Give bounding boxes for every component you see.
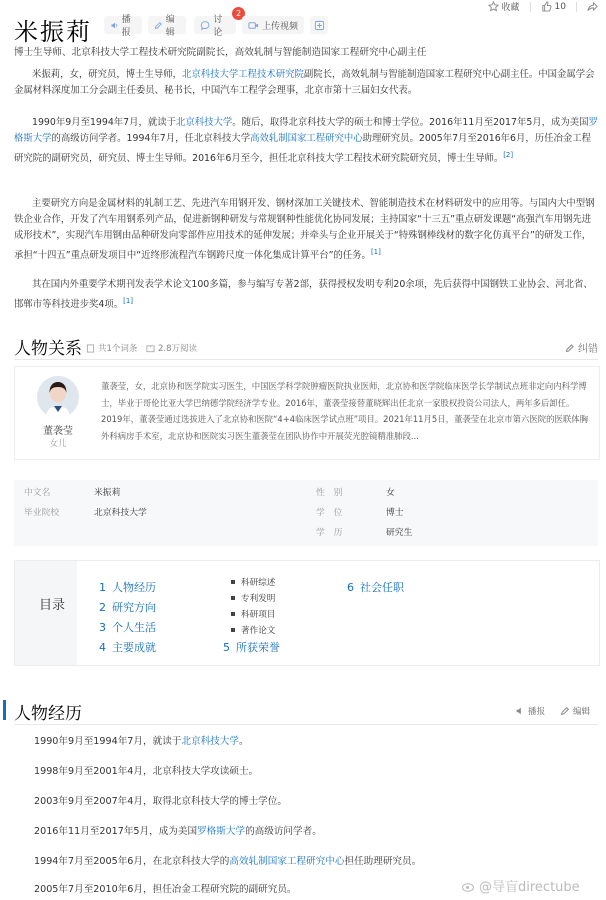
toc-item-career[interactable]: 1 人物经历 [99,581,156,594]
divider [14,359,598,360]
toc-subitem[interactable]: 专利发明 [231,592,275,604]
summary-paragraph-2: 1990年9月至1994年7月，就读于北京科技大学。随后，取得北京科技大学的硕士和博士学位。2016年11月至2017年5月，成为美国罗格斯大学的高级访问学者。1994年7月，任北京科技大学高效轧制国家工程研究中心助理研究员。2005年7月至2016年6月，历任冶金工程研究院的副研究员，研究员、博士生导师。2016年6月至今，担任北京科技大学工程技术研究院研究员，博士生导师。[2] [14,117,598,165]
link-rutgers[interactable]: 罗格斯大学 [14,117,598,144]
collect-button[interactable]: 收藏 [488,0,520,13]
relations-title: 人物关系 [14,339,82,359]
weibo-logo-icon [462,880,476,892]
reference-marker[interactable]: [1] [123,297,134,305]
person-photo [37,376,79,418]
page-title: 米振莉 [14,18,92,46]
info-value-degree: 博士 [386,508,404,518]
career-item: 2016年11月至2017年5月，成为美国罗格斯大学的高级访问学者。 [34,826,322,837]
career-item: 2003年9月至2007年4月，取得北京科技大学的博士学位。 [34,796,287,807]
broadcast-button[interactable]: 播报 [104,16,142,34]
link-ustb[interactable]: 北京科技大学 [181,736,239,747]
toc-item-personal-life[interactable]: 3 个人生活 [99,621,156,634]
link-rolling-center[interactable]: 高效轧制国家工程研究中心 [250,133,363,144]
section-marker [3,700,6,720]
toc-item-honors[interactable]: 5 所获荣誉 [223,641,280,654]
career-broadcast-button[interactable]: 播报 [515,705,545,717]
discuss-count-badge: 2 [232,7,245,20]
report-error-button[interactable]: 纠错 [565,340,598,355]
toc-subitem[interactable]: 科研综述 [231,576,275,588]
toc-item-research[interactable]: 2 研究方向 [99,601,156,614]
relations-reads: 2.8万阅读 [146,342,197,354]
career-item: 1994年7月至2005年6月，在北京科技大学的高效轧制国家工程研究中心担任助理研究员。 [34,856,422,867]
speaker-icon [110,20,119,31]
basic-info [14,480,598,546]
info-label: 性 别 [316,488,343,498]
relation-person-name[interactable]: 董袭莹 [43,426,73,437]
chat-bubble-icon [200,20,210,31]
bullet-icon [231,628,235,632]
career-item: 1990年9月至1994年7月，就读于北京科技大学。 [34,736,249,747]
add-button[interactable] [310,16,328,34]
subtitle: 博士生导师、北京科技大学工程技术研究院副院长，高效轧制与智能制造国家工程研究中心副主任 [14,47,427,58]
like-button[interactable]: 10 [541,1,566,12]
summary-paragraph-4: 其在国内外重要学术期刊发表学术论文100多篇，参与编写专著2部，获得授权发明专利20余项，先后获得中国钢铁工业协会、河北省、邯郸市等科技进步奖4项。[1] [14,279,593,311]
pencil-icon [560,706,570,716]
toc-subitem[interactable]: 著作论文 [231,624,275,636]
divider [14,724,598,725]
career-title: 人物经历 [14,704,82,724]
reference-marker[interactable]: [1] [370,248,381,256]
discuss-button[interactable]: 讨论 [194,16,236,34]
toc-label: 目录 [39,598,66,613]
link-rolling-center[interactable]: 高效轧制国家工程研究中心 [229,856,345,867]
bullet-icon [231,580,235,584]
career-item: 1998年9月至2001年4月，北京科技大学攻读硕士。 [34,766,259,777]
toc-item-social-roles[interactable]: 6 社会任职 [347,581,404,594]
star-icon [488,1,499,12]
link-ustb-engineering-institute[interactable]: 北京科技大学工程技术研究院 [182,69,304,80]
link-rutgers[interactable]: 罗格斯大学 [197,826,246,837]
info-label: 学 历 [316,528,343,538]
career-item: 2005年7月至2010年6月，担任冶金工程研究院的副研究员。 [34,884,297,895]
toc-subitem[interactable]: 科研项目 [231,608,275,620]
summary-paragraph-1: 米振莉，女，研究员，博士生导师，北京科技大学工程技术研究院副院长，高效轧制与智能制造国家工程研究中心副主任。中国金属学会金属材料深度加工分会副主任委员、秘书长，中国汽车工程学会理事，北京市第十三届妇女代表。 [14,69,595,96]
relation-card[interactable] [14,366,600,460]
relation-role: 女儿 [49,439,67,449]
info-value-gender: 女 [386,488,395,498]
book-icon [146,344,155,353]
pencil-icon [154,20,163,31]
share-icon[interactable] [587,1,598,12]
bullet-icon [231,596,235,600]
summary-paragraph-3: 主要研究方向是金属材料的轧制工艺、先进汽车用钢开发、钢材深加工关键技术、智能制造技术在材料研发中的应用等。与国内大中型钢铁企业合作，开发了汽车用钢系列产品，促进新钢种研发与常规钢种性能优化协同发展；主持国家“十三五”重点研发课题“高强汽车用钢先进成形技术”，实现汽车用钢由品种研发向零部件应用技术的延伸发展；并牵头与企业开展关于“特殊钢棒线材的数字化仿真平台”的研发工作，承担“十四五”重点研发项目中“近终形流程汽车钢跨尺度一体化集成计算平台”的任务。[1] [14,198,595,262]
edit-button[interactable]: 编辑 [148,16,186,34]
bullet-icon [231,612,235,616]
edit-pen-icon [565,343,575,353]
info-label: 中文名 [24,488,51,498]
toc-item-achievements[interactable]: 4 主要成就 [99,641,156,654]
table-of-contents [14,560,600,666]
avatar[interactable] [37,376,79,418]
watermark: @导盲directube [462,876,580,895]
info-label: 毕业院校 [24,508,60,518]
info-label: 学 位 [316,508,343,518]
thumb-up-icon [541,1,552,12]
career-edit-button[interactable]: 编辑 [560,705,590,717]
speaker-icon [515,706,525,716]
upload-video-button[interactable]: 上传视频 [242,16,304,34]
link-ustb[interactable]: 北京科技大学 [176,117,233,128]
document-icon [86,344,95,353]
plus-icon [314,20,325,31]
info-value-name: 米振莉 [94,488,121,498]
info-value-education: 研究生 [386,528,413,538]
video-icon [248,20,259,31]
top-actions [488,0,598,13]
info-value-school-link[interactable]: 北京科技大学 [94,508,147,518]
relations-entries-count: 共1个词条 [86,342,137,354]
relation-description: 董袭莹，女，北京协和医学院实习医生，中国医学科学院肿瘤医院执业医师，北京协和医学院临床医学长学制试点班非定向内科学博士，毕业于哥伦比亚大学巴纳德学院经济学专业。2016年，董袭莹接替董晓辉出任北京一家股权投资公司法人，两年多后卸任。2019年，董袭莹通过选拔进入了北京协和医院“4+4临床医学试点班”项目。2021年11月5日，董袭莹在北京市第六医院的医联体胸外科病房手术室，北京协和医院实习医生董袭莹在团队协作中开展荧光腔镜精准肺段... [101,381,588,441]
reference-marker[interactable]: [2] [503,151,514,159]
